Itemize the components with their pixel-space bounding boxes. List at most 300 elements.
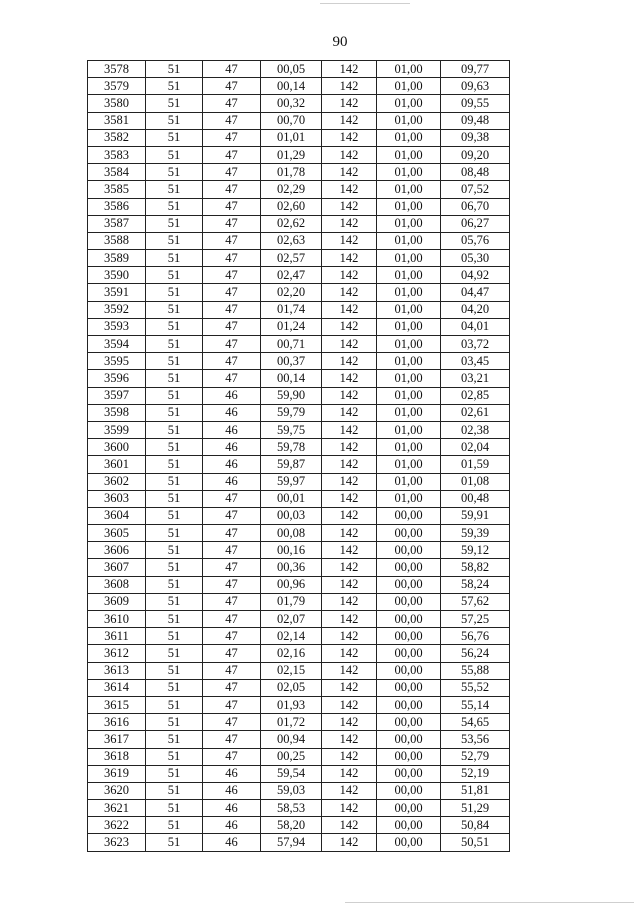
cell-lon-minutes: 00,00 (377, 628, 441, 645)
cell-lat-seconds: 02,29 (261, 181, 322, 198)
cell-lon-degrees: 142 (322, 559, 377, 576)
cell-lat-degrees: 51 (146, 559, 203, 576)
table-row (88, 370, 510, 387)
cell-lon-minutes: 01,00 (377, 232, 441, 249)
cell-lat-minutes: 47 (203, 731, 261, 748)
cell-lat-minutes: 47 (203, 146, 261, 163)
table-row (88, 95, 510, 112)
table-row (88, 662, 510, 679)
cell-point-number: 3598 (88, 404, 146, 421)
cell-lon-seconds: 01,08 (441, 473, 510, 490)
cell-lon-minutes: 01,00 (377, 95, 441, 112)
table-row (88, 404, 510, 421)
cell-lat-seconds: 59,90 (261, 387, 322, 404)
cell-lon-minutes: 01,00 (377, 146, 441, 163)
table-row (88, 645, 510, 662)
cell-lat-seconds: 59,87 (261, 456, 322, 473)
cell-lon-seconds: 51,81 (441, 782, 510, 799)
cell-point-number: 3622 (88, 817, 146, 834)
cell-lat-seconds: 01,01 (261, 129, 322, 146)
cell-lat-minutes: 47 (203, 507, 261, 524)
cell-lon-minutes: 00,00 (377, 800, 441, 817)
cell-lon-degrees: 142 (322, 834, 377, 851)
table-row (88, 507, 510, 524)
cell-lon-degrees: 142 (322, 679, 377, 696)
table-row (88, 250, 510, 267)
cell-lon-degrees: 142 (322, 232, 377, 249)
cell-lon-seconds: 59,12 (441, 542, 510, 559)
cell-point-number: 3608 (88, 576, 146, 593)
cell-lat-minutes: 47 (203, 628, 261, 645)
cell-lat-minutes: 46 (203, 439, 261, 456)
table-row (88, 782, 510, 799)
cell-lon-seconds: 07,52 (441, 181, 510, 198)
table-row (88, 198, 510, 215)
cell-lat-degrees: 51 (146, 731, 203, 748)
cell-lon-seconds: 02,04 (441, 439, 510, 456)
cell-lon-degrees: 142 (322, 800, 377, 817)
cell-point-number: 3618 (88, 748, 146, 765)
table-row (88, 679, 510, 696)
cell-lon-minutes: 00,00 (377, 714, 441, 731)
cell-lon-seconds: 02,38 (441, 421, 510, 438)
cell-lon-degrees: 142 (322, 782, 377, 799)
cell-point-number: 3595 (88, 353, 146, 370)
cell-lon-degrees: 142 (322, 456, 377, 473)
table-row (88, 336, 510, 353)
cell-lon-minutes: 00,00 (377, 834, 441, 851)
table-row (88, 215, 510, 232)
cell-lat-seconds: 00,70 (261, 112, 322, 129)
cell-lat-degrees: 51 (146, 232, 203, 249)
cell-lat-degrees: 51 (146, 370, 203, 387)
cell-lat-minutes: 47 (203, 181, 261, 198)
cell-lat-minutes: 46 (203, 817, 261, 834)
cell-lon-degrees: 142 (322, 387, 377, 404)
table-row (88, 576, 510, 593)
cell-lon-seconds: 00,48 (441, 490, 510, 507)
cell-lat-degrees: 51 (146, 95, 203, 112)
cell-point-number: 3605 (88, 525, 146, 542)
cell-lon-seconds: 55,14 (441, 696, 510, 713)
cell-lat-degrees: 51 (146, 439, 203, 456)
cell-lat-degrees: 51 (146, 61, 203, 78)
cell-lon-minutes: 01,00 (377, 181, 441, 198)
cell-lon-degrees: 142 (322, 129, 377, 146)
table-row (88, 232, 510, 249)
cell-lon-degrees: 142 (322, 765, 377, 782)
cell-lat-minutes: 47 (203, 525, 261, 542)
cell-lon-minutes: 00,00 (377, 559, 441, 576)
cell-lat-degrees: 51 (146, 301, 203, 318)
cell-lat-minutes: 47 (203, 645, 261, 662)
table-row (88, 490, 510, 507)
cell-lat-minutes: 46 (203, 800, 261, 817)
cell-lon-seconds: 57,62 (441, 593, 510, 610)
table-row (88, 439, 510, 456)
cell-lat-minutes: 47 (203, 95, 261, 112)
cell-lat-degrees: 51 (146, 404, 203, 421)
cell-lon-seconds: 57,25 (441, 611, 510, 628)
cell-point-number: 3590 (88, 267, 146, 284)
cell-lat-degrees: 51 (146, 628, 203, 645)
cell-lat-degrees: 51 (146, 215, 203, 232)
cell-point-number: 3581 (88, 112, 146, 129)
cell-lat-minutes: 46 (203, 782, 261, 799)
cell-point-number: 3596 (88, 370, 146, 387)
cell-lat-seconds: 02,62 (261, 215, 322, 232)
table-row (88, 765, 510, 782)
cell-lat-degrees: 51 (146, 164, 203, 181)
cell-lat-degrees: 51 (146, 834, 203, 851)
cell-lat-seconds: 59,54 (261, 765, 322, 782)
cell-lon-seconds: 09,48 (441, 112, 510, 129)
table-row (88, 318, 510, 335)
cell-lat-degrees: 51 (146, 318, 203, 335)
cell-lat-seconds: 01,29 (261, 146, 322, 163)
cell-lat-degrees: 51 (146, 507, 203, 524)
cell-lon-seconds: 09,38 (441, 129, 510, 146)
cell-lon-seconds: 52,19 (441, 765, 510, 782)
cell-lat-minutes: 47 (203, 593, 261, 610)
cell-lon-seconds: 50,84 (441, 817, 510, 834)
cell-lat-seconds: 02,60 (261, 198, 322, 215)
table-row (88, 473, 510, 490)
cell-lat-minutes: 46 (203, 456, 261, 473)
cell-lat-degrees: 51 (146, 387, 203, 404)
cell-lat-minutes: 47 (203, 267, 261, 284)
cell-lon-minutes: 01,00 (377, 336, 441, 353)
cell-point-number: 3597 (88, 387, 146, 404)
cell-point-number: 3580 (88, 95, 146, 112)
cell-lon-minutes: 01,00 (377, 456, 441, 473)
cell-lon-seconds: 09,20 (441, 146, 510, 163)
cell-lat-seconds: 01,72 (261, 714, 322, 731)
cell-lon-degrees: 142 (322, 628, 377, 645)
cell-point-number: 3585 (88, 181, 146, 198)
cell-lon-minutes: 00,00 (377, 748, 441, 765)
cell-lat-degrees: 51 (146, 782, 203, 799)
cell-lat-minutes: 46 (203, 404, 261, 421)
cell-lon-minutes: 01,00 (377, 78, 441, 95)
cell-lon-degrees: 142 (322, 370, 377, 387)
cell-point-number: 3606 (88, 542, 146, 559)
cell-lat-minutes: 46 (203, 421, 261, 438)
cell-lat-minutes: 47 (203, 336, 261, 353)
cell-lon-minutes: 01,00 (377, 387, 441, 404)
cell-point-number: 3623 (88, 834, 146, 851)
cell-point-number: 3601 (88, 456, 146, 473)
cell-lon-minutes: 00,00 (377, 782, 441, 799)
table-row (88, 559, 510, 576)
cell-lon-minutes: 00,00 (377, 542, 441, 559)
cell-lat-minutes: 47 (203, 112, 261, 129)
cell-lon-degrees: 142 (322, 250, 377, 267)
cell-lat-seconds: 59,78 (261, 439, 322, 456)
cell-point-number: 3599 (88, 421, 146, 438)
cell-lat-seconds: 02,14 (261, 628, 322, 645)
cell-lat-degrees: 51 (146, 181, 203, 198)
cell-point-number: 3579 (88, 78, 146, 95)
cell-lon-seconds: 50,51 (441, 834, 510, 851)
cell-lat-degrees: 51 (146, 817, 203, 834)
cell-lat-seconds: 00,94 (261, 731, 322, 748)
cell-lon-degrees: 142 (322, 696, 377, 713)
cell-lon-minutes: 00,00 (377, 645, 441, 662)
cell-point-number: 3621 (88, 800, 146, 817)
cell-lon-degrees: 142 (322, 645, 377, 662)
cell-lon-degrees: 142 (322, 525, 377, 542)
cell-lat-minutes: 46 (203, 473, 261, 490)
table-row (88, 542, 510, 559)
cell-lat-seconds: 01,79 (261, 593, 322, 610)
table-row (88, 611, 510, 628)
cell-point-number: 3588 (88, 232, 146, 249)
cell-lat-seconds: 00,01 (261, 490, 322, 507)
cell-lon-degrees: 142 (322, 542, 377, 559)
cell-lat-degrees: 51 (146, 250, 203, 267)
cell-lon-seconds: 06,27 (441, 215, 510, 232)
table-row (88, 181, 510, 198)
cell-lon-minutes: 01,00 (377, 61, 441, 78)
top-scan-line (320, 3, 410, 4)
cell-lat-minutes: 47 (203, 611, 261, 628)
table-row (88, 628, 510, 645)
cell-lon-degrees: 142 (322, 507, 377, 524)
cell-lon-seconds: 55,88 (441, 662, 510, 679)
cell-lat-seconds: 00,32 (261, 95, 322, 112)
cell-lat-minutes: 47 (203, 490, 261, 507)
cell-lat-seconds: 02,15 (261, 662, 322, 679)
cell-point-number: 3593 (88, 318, 146, 335)
cell-lat-minutes: 47 (203, 714, 261, 731)
cell-lon-degrees: 142 (322, 318, 377, 335)
cell-lon-minutes: 01,00 (377, 215, 441, 232)
cell-point-number: 3604 (88, 507, 146, 524)
cell-point-number: 3583 (88, 146, 146, 163)
table-row (88, 301, 510, 318)
table-row (88, 525, 510, 542)
cell-lon-degrees: 142 (322, 817, 377, 834)
cell-lon-minutes: 01,00 (377, 421, 441, 438)
cell-lon-degrees: 142 (322, 181, 377, 198)
cell-lon-degrees: 142 (322, 490, 377, 507)
cell-point-number: 3609 (88, 593, 146, 610)
cell-lon-seconds: 09,77 (441, 61, 510, 78)
cell-lat-seconds: 00,25 (261, 748, 322, 765)
table-row (88, 146, 510, 163)
table-row (88, 164, 510, 181)
cell-lon-minutes: 01,00 (377, 267, 441, 284)
cell-lon-seconds: 58,24 (441, 576, 510, 593)
cell-point-number: 3615 (88, 696, 146, 713)
cell-lon-degrees: 142 (322, 146, 377, 163)
cell-point-number: 3584 (88, 164, 146, 181)
cell-lat-degrees: 51 (146, 421, 203, 438)
cell-lat-degrees: 51 (146, 112, 203, 129)
cell-lat-minutes: 47 (203, 215, 261, 232)
cell-lat-degrees: 51 (146, 490, 203, 507)
cell-lon-minutes: 00,00 (377, 679, 441, 696)
cell-lat-seconds: 57,94 (261, 834, 322, 851)
cell-lon-degrees: 142 (322, 267, 377, 284)
cell-lat-degrees: 51 (146, 267, 203, 284)
cell-lat-seconds: 59,03 (261, 782, 322, 799)
table-row (88, 387, 510, 404)
cell-lat-degrees: 51 (146, 714, 203, 731)
cell-lon-minutes: 01,00 (377, 250, 441, 267)
cell-lat-degrees: 51 (146, 696, 203, 713)
cell-lat-degrees: 51 (146, 611, 203, 628)
cell-lon-seconds: 01,59 (441, 456, 510, 473)
cell-lon-minutes: 01,00 (377, 284, 441, 301)
cell-lon-degrees: 142 (322, 301, 377, 318)
cell-lat-minutes: 47 (203, 250, 261, 267)
cell-lat-seconds: 02,07 (261, 611, 322, 628)
cell-lon-minutes: 00,00 (377, 593, 441, 610)
cell-lat-degrees: 51 (146, 129, 203, 146)
cell-point-number: 3594 (88, 336, 146, 353)
cell-lon-seconds: 58,82 (441, 559, 510, 576)
cell-lon-seconds: 03,45 (441, 353, 510, 370)
cell-lat-minutes: 46 (203, 387, 261, 404)
cell-lat-degrees: 51 (146, 198, 203, 215)
cell-point-number: 3619 (88, 765, 146, 782)
cell-lat-degrees: 51 (146, 525, 203, 542)
table-row (88, 456, 510, 473)
cell-lon-seconds: 05,76 (441, 232, 510, 249)
cell-lat-seconds: 00,14 (261, 78, 322, 95)
cell-point-number: 3610 (88, 611, 146, 628)
cell-lon-seconds: 04,20 (441, 301, 510, 318)
cell-lat-seconds: 00,03 (261, 507, 322, 524)
table-row (88, 267, 510, 284)
table-row (88, 78, 510, 95)
cell-lat-degrees: 51 (146, 748, 203, 765)
cell-lat-degrees: 51 (146, 473, 203, 490)
cell-lat-minutes: 47 (203, 318, 261, 335)
cell-lat-minutes: 47 (203, 679, 261, 696)
cell-lat-seconds: 00,16 (261, 542, 322, 559)
cell-lon-seconds: 56,76 (441, 628, 510, 645)
cell-lat-degrees: 51 (146, 146, 203, 163)
cell-lon-degrees: 142 (322, 576, 377, 593)
cell-lon-degrees: 142 (322, 748, 377, 765)
cell-point-number: 3586 (88, 198, 146, 215)
coordinates-table-body (88, 61, 510, 852)
cell-lon-minutes: 01,00 (377, 404, 441, 421)
cell-point-number: 3617 (88, 731, 146, 748)
cell-point-number: 3620 (88, 782, 146, 799)
cell-lon-minutes: 01,00 (377, 353, 441, 370)
cell-lon-minutes: 00,00 (377, 817, 441, 834)
cell-lon-degrees: 142 (322, 284, 377, 301)
cell-lat-seconds: 02,57 (261, 250, 322, 267)
cell-point-number: 3607 (88, 559, 146, 576)
table-row (88, 61, 510, 78)
cell-lat-degrees: 51 (146, 336, 203, 353)
cell-lon-minutes: 01,00 (377, 370, 441, 387)
cell-lon-seconds: 54,65 (441, 714, 510, 731)
cell-lon-minutes: 00,00 (377, 525, 441, 542)
cell-lat-seconds: 59,75 (261, 421, 322, 438)
cell-lon-seconds: 03,21 (441, 370, 510, 387)
cell-lat-minutes: 47 (203, 61, 261, 78)
cell-point-number: 3612 (88, 645, 146, 662)
cell-lat-degrees: 51 (146, 662, 203, 679)
cell-lon-seconds: 04,92 (441, 267, 510, 284)
cell-lon-seconds: 02,61 (441, 404, 510, 421)
table-row (88, 421, 510, 438)
cell-lat-degrees: 51 (146, 800, 203, 817)
cell-lon-seconds: 05,30 (441, 250, 510, 267)
cell-lon-degrees: 142 (322, 611, 377, 628)
cell-lon-degrees: 142 (322, 198, 377, 215)
table-row (88, 353, 510, 370)
cell-lat-minutes: 47 (203, 559, 261, 576)
cell-lon-seconds: 52,79 (441, 748, 510, 765)
cell-point-number: 3591 (88, 284, 146, 301)
cell-lat-minutes: 47 (203, 198, 261, 215)
cell-lat-minutes: 47 (203, 284, 261, 301)
cell-lat-minutes: 47 (203, 662, 261, 679)
cell-point-number: 3613 (88, 662, 146, 679)
table-row (88, 593, 510, 610)
table-row (88, 748, 510, 765)
cell-point-number: 3602 (88, 473, 146, 490)
cell-lat-degrees: 51 (146, 78, 203, 95)
cell-lat-seconds: 58,53 (261, 800, 322, 817)
cell-lon-minutes: 01,00 (377, 473, 441, 490)
table-row (88, 696, 510, 713)
cell-lat-seconds: 02,47 (261, 267, 322, 284)
cell-lon-seconds: 03,72 (441, 336, 510, 353)
cell-lat-minutes: 47 (203, 370, 261, 387)
cell-lat-seconds: 02,63 (261, 232, 322, 249)
cell-lon-seconds: 02,85 (441, 387, 510, 404)
cell-lon-degrees: 142 (322, 164, 377, 181)
cell-lon-minutes: 01,00 (377, 198, 441, 215)
cell-lon-degrees: 142 (322, 78, 377, 95)
cell-lon-seconds: 04,01 (441, 318, 510, 335)
table-row (88, 714, 510, 731)
cell-lat-degrees: 51 (146, 353, 203, 370)
cell-point-number: 3603 (88, 490, 146, 507)
cell-lon-degrees: 142 (322, 731, 377, 748)
cell-lon-degrees: 142 (322, 421, 377, 438)
cell-lon-minutes: 00,00 (377, 731, 441, 748)
cell-lon-degrees: 142 (322, 714, 377, 731)
cell-lat-minutes: 47 (203, 353, 261, 370)
cell-lat-seconds: 59,79 (261, 404, 322, 421)
cell-lon-degrees: 142 (322, 336, 377, 353)
cell-lon-seconds: 06,70 (441, 198, 510, 215)
cell-lon-minutes: 01,00 (377, 490, 441, 507)
cell-lat-seconds: 58,20 (261, 817, 322, 834)
cell-lat-degrees: 51 (146, 765, 203, 782)
cell-lon-minutes: 00,00 (377, 507, 441, 524)
table-row (88, 112, 510, 129)
cell-point-number: 3587 (88, 215, 146, 232)
cell-lat-seconds: 00,36 (261, 559, 322, 576)
cell-lon-degrees: 142 (322, 61, 377, 78)
cell-lat-minutes: 46 (203, 834, 261, 851)
cell-lat-minutes: 47 (203, 164, 261, 181)
cell-lon-minutes: 01,00 (377, 129, 441, 146)
table-row (88, 817, 510, 834)
cell-lat-seconds: 00,05 (261, 61, 322, 78)
cell-lat-seconds: 00,71 (261, 336, 322, 353)
